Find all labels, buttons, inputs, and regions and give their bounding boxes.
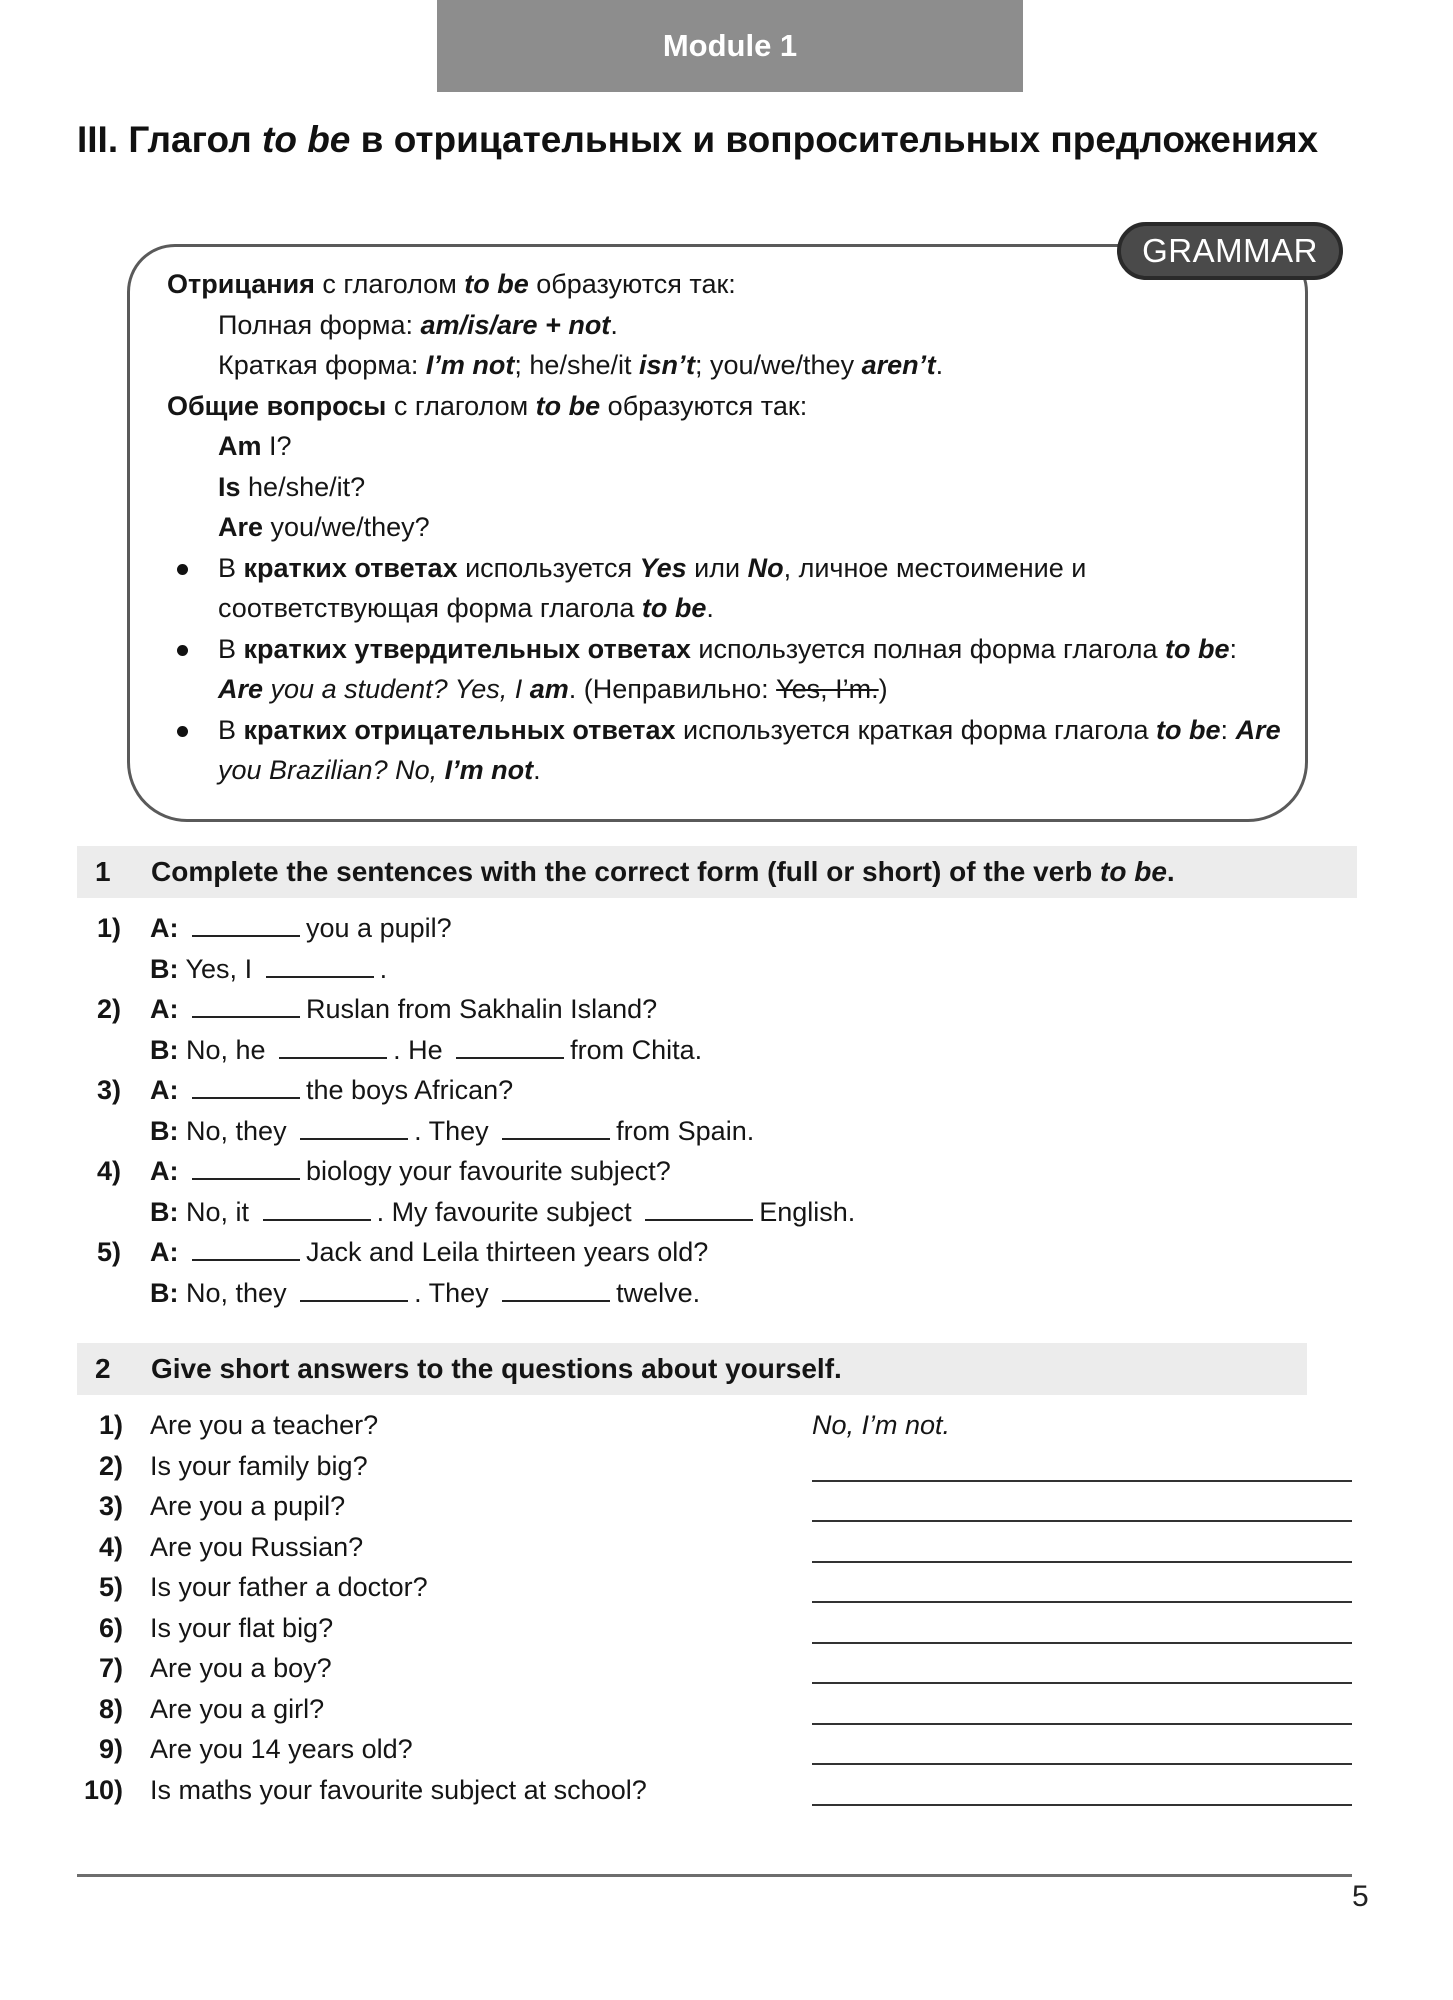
exercise-1-heading: [77, 846, 1357, 898]
answer-line[interactable]: [812, 1520, 1352, 1522]
answer-blank[interactable]: [266, 954, 374, 978]
dialogue-b: B: Yes, I .: [150, 953, 388, 984]
grammar-rules: [167, 264, 1287, 791]
full-form-rule: Полная форма: am/is/are + not.: [218, 309, 618, 340]
title-prefix: III. Глагол: [77, 119, 262, 160]
exercise-2-instruction: Give short answers to the questions about yourself.: [151, 1353, 842, 1384]
title-to-be: to be: [262, 119, 351, 160]
question-row: 6) Is your flat big?: [77, 1608, 1352, 1649]
question-is: Is he/she/it?: [218, 471, 366, 502]
question-am: Am I?: [218, 431, 292, 461]
exercise-1-instruction: Complete the sentences with the correct form (full or short) of the verb to be.: [151, 856, 1175, 887]
answer-blank[interactable]: [279, 1035, 387, 1059]
dialogue-b: B: No, they . They twelve.: [150, 1277, 701, 1308]
answer-blank[interactable]: [645, 1197, 753, 1221]
exercise-2: [77, 1405, 1352, 1810]
answer-line[interactable]: [812, 1480, 1352, 1482]
answer-line[interactable]: [812, 1682, 1352, 1684]
answer-blank[interactable]: [502, 1116, 610, 1140]
module-label: Module 1: [662, 28, 798, 63]
exercise-1: [77, 908, 1377, 1313]
question-row: 4) Are you Russian?: [77, 1527, 1352, 1568]
answer-blank[interactable]: [192, 994, 300, 1018]
bullet-negative-answers: В кратких отрицательных ответах используется краткая форма глагола to be: Are you Brazilian? No, I’m not.: [167, 710, 1287, 791]
answer-blank[interactable]: [192, 1075, 300, 1099]
answer-blank[interactable]: [192, 1237, 300, 1261]
answer-line[interactable]: [812, 1723, 1352, 1725]
dialogue-a: 1) A: you a pupil?: [96, 913, 452, 943]
dialogue-b: B: No, it . My favourite subject English.: [150, 1196, 856, 1227]
grammar-tab-label: GRAMMAR: [1142, 232, 1318, 269]
section-title: [77, 112, 1397, 168]
answer-line[interactable]: [812, 1601, 1352, 1603]
exercise-2-number: 2: [95, 1353, 111, 1384]
exercise-2-heading: [77, 1343, 1307, 1395]
question-row: 2) Is your family big?: [77, 1446, 1352, 1487]
page-number: 5: [1352, 1880, 1369, 1913]
answer-blank[interactable]: [300, 1116, 408, 1140]
question-row: 10) Is maths your favourite subject at school?: [77, 1770, 1352, 1811]
question-row: 8) Are you a girl?: [77, 1689, 1352, 1730]
answer-blank[interactable]: [502, 1278, 610, 1302]
question-row: 1) Are you a teacher? No, I’m not.: [77, 1405, 1352, 1446]
short-form-rule: Краткая форма: I’m not; he/she/it isn’t; you/we/they aren’t.: [218, 350, 944, 380]
title-suffix: в отрицательных и вопросительных предложениях: [350, 119, 1319, 160]
answer-line[interactable]: [812, 1561, 1352, 1563]
question-row: 9) Are you 14 years old?: [77, 1729, 1352, 1770]
answer-line[interactable]: [812, 1763, 1352, 1765]
example-answer: No, I’m not.: [812, 1410, 951, 1440]
answer-blank[interactable]: [263, 1197, 371, 1221]
module-header: [437, 0, 1023, 92]
dialogue-a: 4) A: biology your favourite subject?: [96, 1156, 671, 1186]
question-row: 3) Are you a pupil?: [77, 1486, 1352, 1527]
dialogue-b: B: No, they . They from Spain.: [150, 1115, 755, 1146]
bullet-short-answers: В кратких ответах используется Yes или No, личное местоимение и соответствующая форма глагола to be.: [167, 548, 1287, 629]
answer-blank[interactable]: [300, 1278, 408, 1302]
negation-intro: Отрицания с глаголом to be образуются так:: [167, 269, 736, 299]
question-row: 7) Are you a boy?: [77, 1648, 1352, 1689]
dialogue-a: 3) A: the boys African?: [96, 1075, 514, 1105]
dialogue-a: 2) A: Ruslan from Sakhalin Island?: [96, 994, 658, 1024]
answer-line[interactable]: [812, 1642, 1352, 1644]
bullet-affirmative-answers: В кратких утвердительных ответах используется полная форма глагола to be: Are you a student? Yes, I am. (Неправильно: Yes, I’m.): [167, 629, 1287, 710]
answer-blank[interactable]: [192, 913, 300, 937]
dialogue-a: 5) A: Jack and Leila thirteen years old?: [96, 1237, 709, 1267]
footer-divider: [77, 1874, 1352, 1877]
question-intro: Общие вопросы с глаголом to be образуются так:: [167, 390, 808, 421]
question-are: Are you/we/they?: [218, 512, 430, 542]
answer-blank[interactable]: [192, 1156, 300, 1180]
dialogue-b: B: No, he . He from Chita.: [150, 1034, 703, 1065]
answer-blank[interactable]: [456, 1035, 564, 1059]
answer-line[interactable]: [812, 1804, 1352, 1806]
question-row: 5) Is your father a doctor?: [77, 1567, 1352, 1608]
exercise-1-number: 1: [95, 856, 111, 887]
